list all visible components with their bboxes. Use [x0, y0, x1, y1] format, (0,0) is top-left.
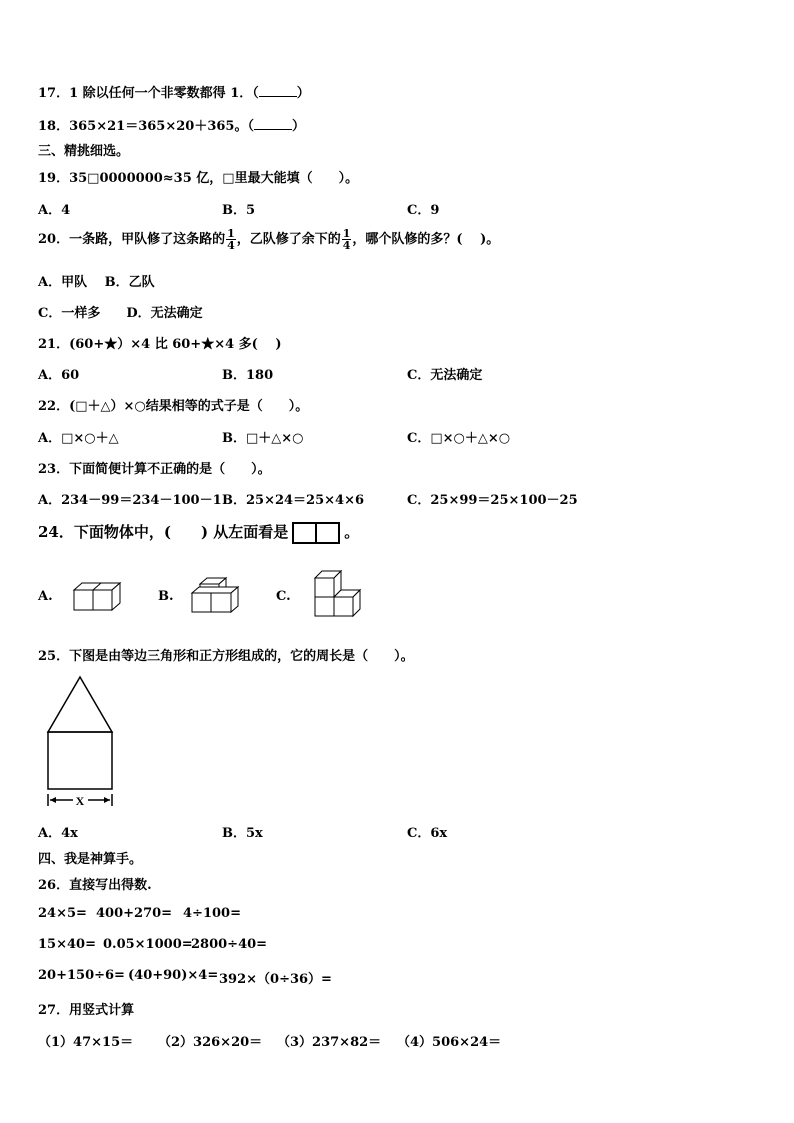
- option-a[interactable]: A.: [38, 589, 53, 604]
- fraction-one-quarter: $\frac{1}{4}$: [342, 227, 351, 252]
- option-c[interactable]: C.: [276, 589, 291, 604]
- option-a[interactable]: A．4x: [38, 826, 78, 841]
- option-a[interactable]: A．□×○＋△: [38, 431, 119, 446]
- section-3-heading: 三、精挑细选。: [38, 144, 130, 159]
- question-25: 25．下图是由等边三角形和正方形组成的，它的周长是（ ）。: [38, 649, 414, 664]
- calc-item[interactable]: 400+270=: [96, 906, 173, 921]
- cube-l-shape-icon: [311, 568, 363, 620]
- calc-item[interactable]: 392×（0÷36）=: [219, 972, 332, 987]
- calc-item[interactable]: 24×5=: [38, 906, 87, 921]
- option-c[interactable]: C．9: [407, 203, 440, 218]
- calc-item[interactable]: 20+150÷6=: [38, 968, 125, 983]
- option-c[interactable]: C．□×○＋△×○: [407, 431, 511, 446]
- question-23: 23．下面简便计算不正确的是（ ）。: [38, 462, 271, 477]
- option-a[interactable]: A．234－99＝234－100－1: [38, 493, 222, 508]
- options-ab[interactable]: A．甲队 B．乙队: [38, 275, 155, 290]
- option-c[interactable]: C．25×99＝25×100－25: [407, 493, 578, 508]
- option-c[interactable]: C．无法确定: [407, 368, 483, 383]
- cube-two-row-icon: [72, 580, 124, 612]
- question-17: 17．1 除以任何一个非零数都得 1．（ ）: [38, 86, 310, 101]
- vertical-calc-item[interactable]: （3）237×82＝: [277, 1035, 382, 1050]
- left-view-two-squares-icon: [292, 522, 340, 544]
- calc-item[interactable]: 4÷100=: [183, 906, 241, 921]
- options-cd[interactable]: C．一样多 D．无法确定: [38, 306, 203, 321]
- option-b[interactable]: B．5x: [222, 826, 263, 841]
- question-22: 22．(□＋△）×○结果相等的式子是（ ）。: [38, 399, 309, 414]
- option-a[interactable]: A．60: [38, 368, 80, 383]
- calc-item[interactable]: 0.05×1000=: [103, 937, 193, 952]
- question-18: 18．365×21＝365×20＋365。（ ）: [38, 119, 305, 134]
- question-24: 24．下面物体中，( ) 从左面看是 。: [38, 521, 359, 544]
- x-label: X: [75, 794, 85, 808]
- vertical-calc-item[interactable]: （2）326×20＝: [158, 1035, 263, 1050]
- question-27: 27．用竖式计算: [38, 1003, 135, 1018]
- answer-blank[interactable]: [259, 84, 297, 97]
- option-b[interactable]: B．25×24＝25×4×6: [222, 493, 365, 508]
- cube-stair-icon: [190, 575, 242, 615]
- question-21: 21．(60+★）×4 比 60+★×4 多( ): [38, 337, 282, 352]
- vertical-calc-item[interactable]: （4）506×24＝: [397, 1035, 502, 1050]
- option-c[interactable]: C．6x: [407, 826, 448, 841]
- vertical-calc-item[interactable]: （1）47×15＝: [38, 1035, 134, 1050]
- answer-blank[interactable]: [254, 117, 292, 130]
- question-19: 19．35□0000000≈35 亿，□里最大能填（ ）。: [38, 171, 359, 186]
- question-26: 26．直接写出得数.: [38, 878, 152, 893]
- house-shape-figure: [40, 672, 120, 812]
- question-20: 20．一条路，甲队修了这条路的 $\frac{1}{4}$ ，乙队修了余下的 $\frac{1}{4}$ ，哪个队修的多？( )。: [38, 227, 500, 252]
- option-a[interactable]: A．4: [38, 203, 71, 218]
- calc-item[interactable]: 15×40=: [38, 937, 96, 952]
- calc-item[interactable]: (40+90)×4=: [128, 968, 219, 983]
- option-b[interactable]: B．□＋△×○: [222, 431, 304, 446]
- option-b[interactable]: B．5: [222, 203, 256, 218]
- fraction-one-quarter: $\frac{1}{4}$: [227, 227, 235, 252]
- option-b[interactable]: B.: [158, 589, 174, 604]
- section-4-heading: 四、我是神算手。: [38, 852, 143, 867]
- option-b[interactable]: B．180: [222, 368, 274, 383]
- calc-item[interactable]: 2800÷40=: [191, 937, 268, 952]
